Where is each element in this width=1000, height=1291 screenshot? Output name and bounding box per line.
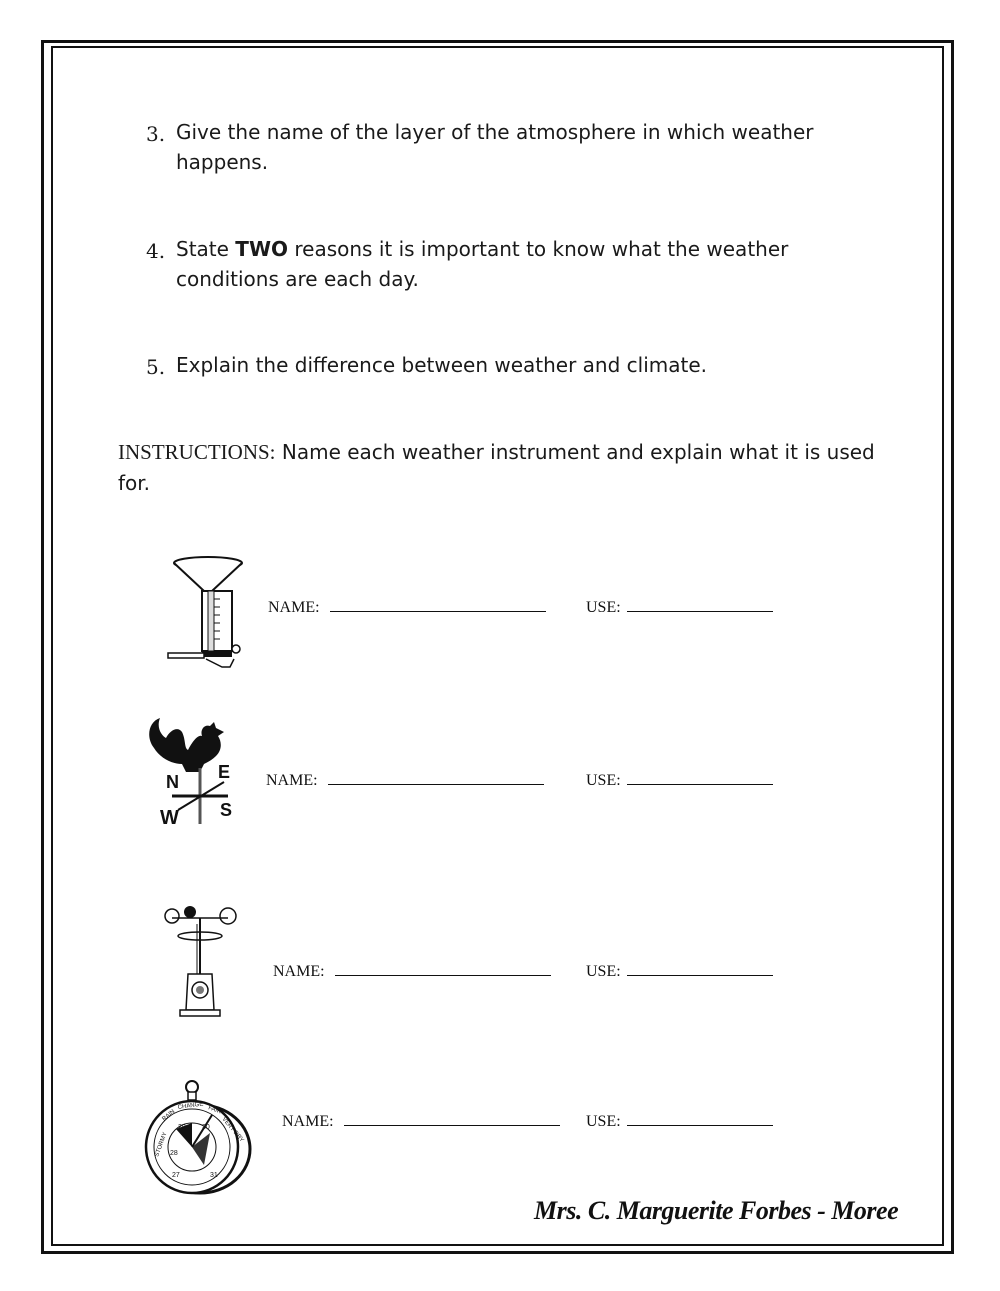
barometer-label-change: CHANGE [177,1101,204,1111]
instructions-text: Name each weather instrument and explain what it is used for. [118,440,875,495]
name-answer-line[interactable] [335,961,551,976]
wind-vane-letter-e: E [218,762,231,782]
question-text-suffix: reasons it is important to know what the weather conditions are each day. [176,237,789,291]
question-emphasis: TWO [235,237,289,261]
use-field-1[interactable] [586,597,773,617]
instructions-label: INSTRUCTIONS: [118,440,276,464]
question-text [176,234,856,294]
author-signature: Mrs. C. Marguerite Forbes - Moree [534,1196,899,1225]
name-answer-line[interactable] [330,597,546,612]
barometer-label-rain: RAIN [161,1108,177,1123]
use-answer-line[interactable] [627,961,773,976]
question-text: Give the name of the layer of the atmosphere in which weather happens. [176,120,814,174]
barometer-number-29: 29 [178,1124,186,1131]
question-number: 3. [146,122,166,146]
use-label: USE: [586,1113,621,1130]
name-answer-line[interactable] [344,1111,560,1126]
name-label: NAME: [273,963,325,980]
wind-vane-icon [142,712,242,830]
rain-gauge-icon [164,555,248,670]
use-answer-line[interactable] [627,1111,773,1126]
question-number: 4. [146,239,166,263]
name-answer-line[interactable] [328,770,544,785]
wind-vane-letter-n: N [166,772,179,792]
name-label: NAME: [266,772,318,789]
barometer-label-stormy: STORMY [154,1131,169,1158]
question-text-prefix: State [176,237,236,261]
use-label: USE: [586,772,621,789]
wind-vane-letter-s: S [220,800,233,820]
name-label: NAME: [268,599,320,616]
name-field-2[interactable] [266,770,544,790]
use-label: USE: [586,963,621,980]
use-field-3[interactable] [586,961,773,981]
name-field-1[interactable] [268,597,546,617]
barometer-number-30: 30 [202,1124,210,1131]
barometer-number-31: 31 [210,1172,218,1179]
barometer-label-very-dry: VERY DRY [220,1116,245,1144]
name-label: NAME: [282,1113,334,1130]
question-text: Explain the difference between weather and climate. [176,353,708,377]
name-field-4[interactable] [282,1111,560,1131]
use-answer-line[interactable] [627,597,773,612]
use-answer-line[interactable] [627,770,773,785]
use-field-4[interactable] [586,1111,773,1131]
barometer-number-27: 27 [172,1172,180,1179]
wind-vane-letter-w: W [160,807,179,829]
name-field-3[interactable] [273,961,551,981]
anemometer-icon [158,904,242,1020]
question-number: 5. [146,355,166,379]
use-label: USE: [586,599,621,616]
instructions [118,437,898,499]
barometer-label-fair: FAIR [207,1105,222,1116]
use-field-2[interactable] [586,770,773,790]
barometer-number-28: 28 [170,1150,178,1157]
barometer-icon [134,1077,254,1197]
